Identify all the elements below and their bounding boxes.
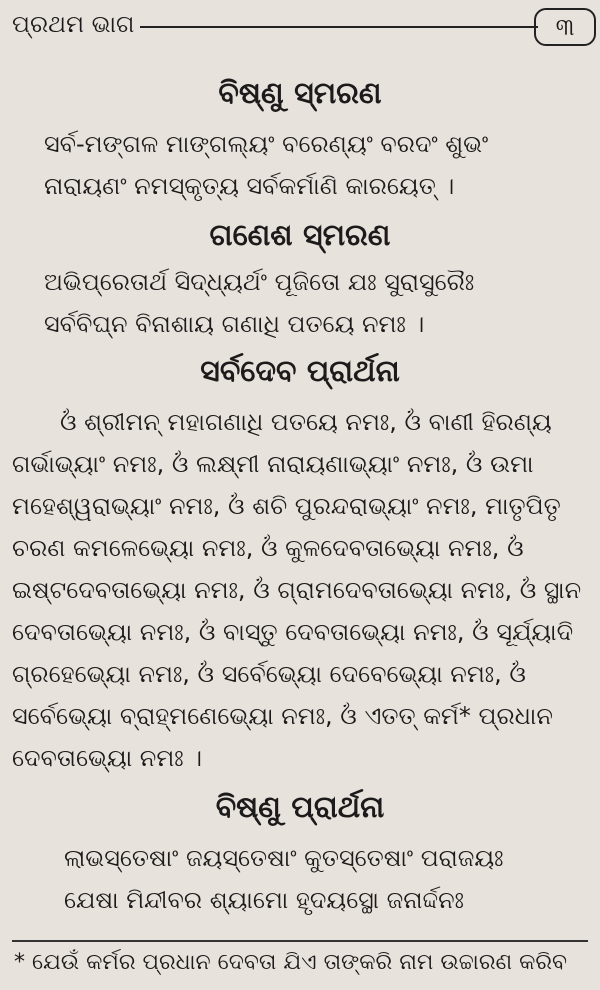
verse-line: ସର୍ବବିଘ୍ନ ବିନାଶାୟ ଗଣାଧି ପତୟେ ନମଃ ।: [44, 310, 425, 338]
prose-line: ଦେବତାଭ୍ୟୋ ନମଃ, ଓଁ ବାସ୍ତୁ ଦେବତାଭ୍ୟୋ ନମଃ, ଓଁ ସୂର୍ଯ୍ୟାଦି: [12, 618, 574, 646]
heading-vishnu-smarana: ବିଷ୍ଣୁ ସ୍ମରଣ: [218, 76, 382, 111]
verse-line: ଅଭିପ୍ରେତାର୍ଥ ସିଦ୍ଧ୍ୟର୍ଥଂ ପୂଜିତୋ ଯଃ ସୁରାସୁରୈଃ: [44, 268, 475, 296]
prose-line: ସର୍ବେଭ୍ୟୋ ବ୍ରାହ୍ମଣେଭ୍ୟୋ ନମଃ, ଓଁ ଏତତ୍ କର୍ମ* ପ୍ରଧାନ: [12, 702, 553, 730]
prose-line: ଗ୍ରହେଭ୍ୟୋ ନମଃ, ଓଁ ସର୍ବେଭ୍ୟୋ ଦେବେଭ୍ୟୋ ନମଃ, ଓଁ: [12, 660, 526, 688]
page-number: ୩: [534, 8, 596, 46]
verse-line: ଯେଷା ମିନ୍ଦୀବର ଶ୍ୟାମୋ ହୃଦୟସ୍ଥୋ ଜନାର୍ଦ୍ଦନଃ: [64, 886, 464, 914]
heading-sarvadeva-prarthana: ସର୍ବଦେବ ପ୍ରାର୍ଥନା: [200, 354, 400, 389]
running-head: [12, 4, 588, 48]
prose-line: ଇଷ୍ଟଦେବତାଭ୍ୟୋ ନମଃ, ଓଁ ଗ୍ରାମଦେବତାଭ୍ୟୋ ନମଃ, ଓଁ ସ୍ଥାନ: [12, 576, 582, 604]
verse-line: ଲାଭସ୍ତେଷାଂ ଜୟସ୍ତେଷାଂ କୁତସ୍ତେଷାଂ ପରାଜୟଃ: [64, 844, 504, 872]
prose-line: ଦେବତାଭ୍ୟୋ ନମଃ ।: [12, 744, 203, 772]
heading-vishnu-prarthana: ବିଷ୍ଣୁ ପ୍ରାର୍ଥନା: [215, 790, 385, 825]
verse-line: ନାରାୟଣଂ ନମସ୍କୃତ୍ୟ ସର୍ବକର୍ମାଣି କାରୟେତ୍ ।: [44, 172, 455, 200]
prose-line: ଚରଣ କମଳେଭ୍ୟୋ ନମଃ, ଓଁ କୁଳଦେବତାଭ୍ୟୋ ନମଃ, ଓଁ: [12, 534, 524, 562]
prose-line: ଗର୍ଭାଭ୍ୟାଂ ନମଃ, ଓଁ ଲକ୍ଷ୍ମୀ ନାରାୟଣାଭ୍ୟାଂ ନମଃ, ଓଁ ଉମା: [12, 450, 534, 478]
footnote-rule: [12, 940, 588, 942]
prose-line: ଓଁ ଶ୍ରୀମନ୍ ମହାଗଣାଧି ପତୟେ ନମଃ, ଓଁ ବାଣୀ ହିରଣ୍ୟ: [60, 408, 552, 436]
heading-ganesha-smarana: ଗଣେଶ ସ୍ମରଣ: [209, 218, 391, 253]
prose-line: ମହେଶ୍ୱରାଭ୍ୟାଂ ନମଃ, ଓଁ ଶଚି ପୁରନ୍ଦରାଭ୍ୟାଂ ନମଃ, ମାତୃପିତୃ: [12, 492, 561, 520]
footnote: * ଯେଉଁ କର୍ମର ପ୍ରଧାନ ଦେବତା ଯିଏ ତାଙ୍କରି ନାମ ଉଚ୍ଚାରଣ କରିବ: [14, 950, 568, 975]
verse-line: ସର୍ବ-ମଙ୍ଗଳ ମାଙ୍ଗଲ୍ୟଂ ବରେଣ୍ୟଂ ବରଦଂ ଶୁଭଂ: [44, 130, 489, 158]
section-title: ପ୍ରଥମ ଭାଗ: [12, 10, 135, 38]
header-rule: [140, 26, 538, 28]
